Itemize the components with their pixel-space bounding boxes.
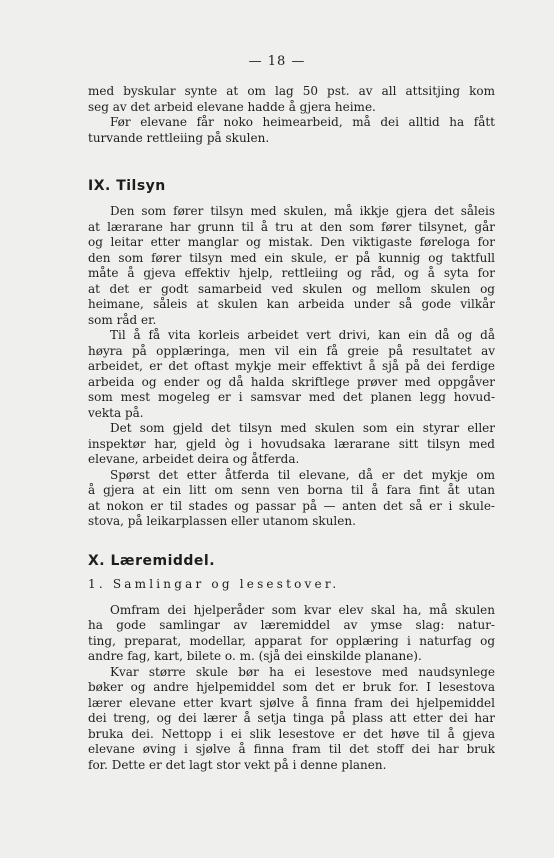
- text-line: ha gode samlingar av læremiddel av ymse slag: natur-: [88, 618, 495, 632]
- text-line: Spørst det etter åtferda til elevane, då er det mykje om: [110, 467, 495, 482]
- text-line: elevane øving i sjølve å finna fram til det stoff dei har bruk: [88, 742, 495, 756]
- text-line: turvande rettleiing på skulen.: [88, 130, 270, 145]
- page-number: — 18 —: [248, 54, 306, 69]
- text-line: Kvar større skule bør ha ei lesestove med naudsynlege: [110, 664, 495, 679]
- text-line: ting, preparat, modellar, apparat for opplæring i naturfag og: [88, 633, 495, 648]
- text-line: heimane, såleis at skulen kan arbeida under så gode vilkår: [88, 297, 495, 311]
- text-line: arbeidet, er det oftast mykje meir effektivt å sjå på dei ferdige: [88, 359, 495, 373]
- text-line: den som fører tilsyn med ein skule, er på kunnig og taktfull: [88, 250, 495, 265]
- text-line: å gjera at ein litt om senn ven borna til å fara fint åt utan: [88, 483, 495, 497]
- text-line: vekta på.: [88, 405, 144, 420]
- subheading-samlingar: 1. Samlingar og lesestover.: [88, 577, 340, 591]
- text-line: for. Dette er det lagt stor vekt på i denne planen.: [88, 757, 387, 772]
- text-line: Det som gjeld det tilsyn med skulen som ein styrar eller: [110, 421, 495, 435]
- text-line: stova, på leikarplassen eller utanom skulen.: [88, 514, 356, 528]
- text-line: bruka dei. Nettopp i ei slik lesestove er det høve til å gjeva: [88, 726, 495, 741]
- text-line: at nokon er til stades og passar på — anten det så er i skule-: [88, 498, 495, 513]
- text-line: at det er godt samarbeid ved skulen og mellom skulen og: [88, 281, 495, 296]
- intro-paragraph: [88, 84, 495, 146]
- text-line: høyra på opplæringa, men vil ein få greie på resultatet av: [88, 343, 495, 358]
- text-line: Før elevane får noko heimearbeid, må dei alltid ha fått: [110, 115, 495, 129]
- text-line: inspektør har, gjeld òg i hovudsaka lærarane sitt tilsyn med: [88, 436, 495, 451]
- text-line: lærer elevane etter kvart sjølve å finna fram dei hjelpemiddel: [88, 695, 495, 710]
- text-line: at lærarane har grunn til å tru at den som fører tilsynet, går: [88, 219, 495, 234]
- text-line: Omfram dei hjelperåder som kvar elev skal ha, må skulen: [110, 602, 495, 617]
- text-line: som råd er.: [88, 312, 157, 327]
- section-heading-tilsyn: IX. Tilsyn: [88, 178, 166, 194]
- text-line: bøker og andre hjelpemiddel som det er bruk for. I lesestova: [88, 680, 495, 694]
- text-line: og leitar etter manglar og mistak. Den viktigaste føreloga for: [88, 235, 495, 249]
- text-line: andre fag, kart, bilete o. m. (sjå dei einskilde planane).: [88, 649, 422, 663]
- section-tilsyn-body: [88, 204, 495, 530]
- text-line: seg av det arbeid elevane hadde å gjera heime.: [88, 99, 376, 114]
- text-line: som mest mogeleg er i samsvar med det planen legg hovud-: [88, 390, 495, 404]
- text-line: arbeida og ender og då halda skriftlege prøver med oppgåver: [88, 374, 495, 389]
- text-line: elevane, arbeidet deira og åtferda.: [88, 452, 300, 466]
- text-line: med byskular synte at om lag 50 pst. av all attsitjing kom: [88, 84, 495, 98]
- text-line: Den som fører tilsyn med skulen, må ikkje gjera det såleis: [110, 204, 495, 218]
- section-heading-laeremiddel: X. Læremiddel.: [88, 553, 216, 569]
- text-line: dei treng, og dei lærer å setja tinga på plass att etter dei har: [88, 711, 495, 725]
- text-line: måte å gjeva effektiv hjelp, rettleiing og råd, og å syta for: [88, 266, 495, 280]
- text-line: Til å få vita korleis arbeidet vert drivi, kan ein då og då: [110, 328, 495, 342]
- section-laeremiddel-body: [88, 577, 495, 773]
